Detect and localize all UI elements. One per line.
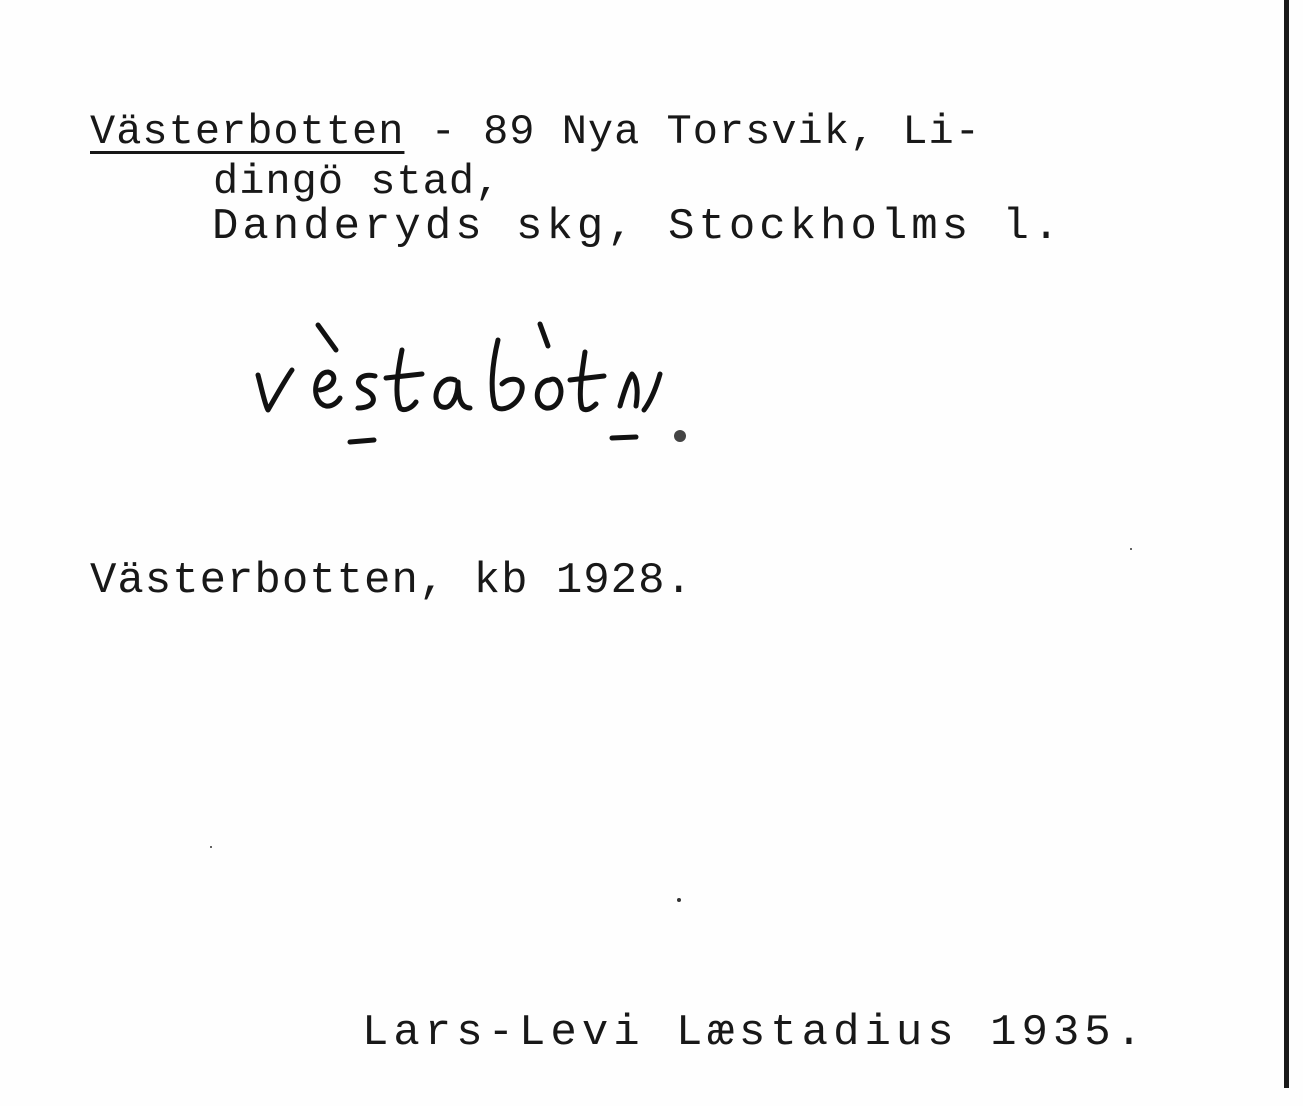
ink-speck	[210, 846, 212, 848]
address-line-2: dingö stad,	[213, 158, 502, 206]
ink-speck	[677, 898, 681, 902]
collector-signature: Lars-Levi Læstadius 1935.	[362, 1008, 1148, 1058]
ink-speck	[1130, 548, 1132, 550]
headword: Västerbotten	[90, 108, 405, 156]
address-line-3: Danderyds skg, Stockholms l.	[212, 202, 1064, 252]
entry-first-line	[90, 108, 981, 156]
headword-dash: -	[404, 108, 484, 156]
handwritten-pronunciation	[240, 310, 740, 470]
card-edge	[1284, 0, 1289, 1088]
address-line-1: 89 Nya Torsvik, Li-	[483, 108, 981, 156]
source-note: Västerbotten, kb 1928.	[90, 556, 693, 606]
